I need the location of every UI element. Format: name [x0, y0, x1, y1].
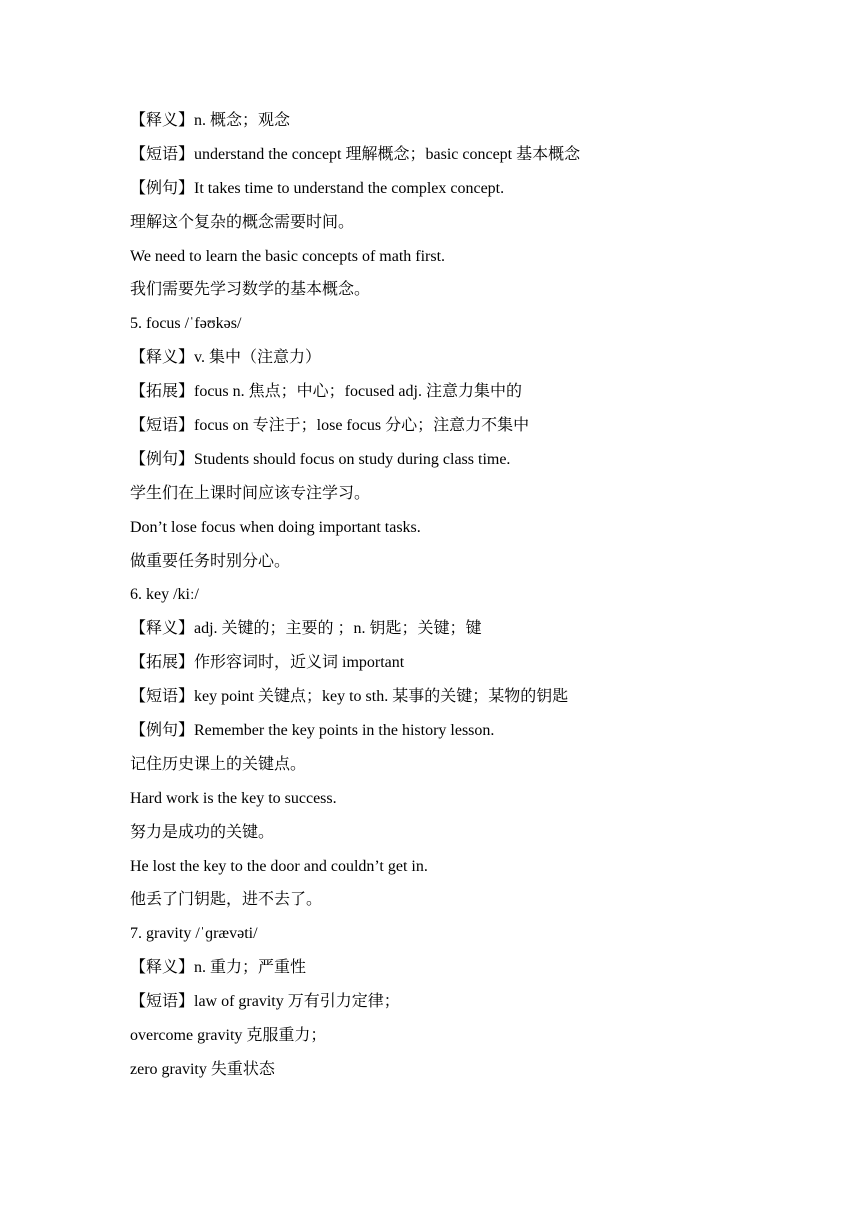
text-line-example: Hard work is the key to success. [130, 789, 337, 807]
word-heading-gravity: 7. gravity /ˈɡrævəti/ [130, 925, 258, 943]
text-line-example: 【例句】It takes time to understand the complex concept. [130, 179, 505, 197]
text-line-phrases: 【短语】understand the concept 理解概念；basic concept 基本概念 [130, 145, 581, 163]
text-line-extension: 【拓展】作形容词时，近义词 important [130, 654, 405, 672]
text-line-phrase: zero gravity 失重状态 [130, 1060, 275, 1078]
document-page [130, 108, 820, 1091]
text-line-definition: 【释义】adj. 关键的；主要的 ；n. 钥匙；关键；键 [130, 620, 482, 638]
text-line-translation: 我们需要先学习数学的基本概念。 [130, 281, 371, 299]
text-line-example: We need to learn the basic concepts of math first. [130, 247, 446, 265]
text-line-extension: 【拓展】focus n. 焦点；中心；focused adj. 注意力集中的 [130, 383, 522, 401]
text-line-translation: 做重要任务时别分心。 [130, 552, 291, 570]
text-line-example: 【例句】Remember the key points in the history lesson. [130, 722, 495, 740]
text-line-translation: 学生们在上课时间应该专注学习。 [130, 484, 371, 502]
word-heading-focus: 5. focus /ˈfəʊkəs/ [130, 315, 242, 333]
text-line-example: 【例句】Students should focus on study during class time. [130, 450, 511, 468]
text-line-phrases: 【短语】key point 关键点；key to sth. 某事的关键；某物的钥匙 [130, 688, 569, 706]
text-line-definition: 【释义】n. 概念；观念 [130, 112, 291, 129]
text-line-phrase: overcome gravity 克服重力； [130, 1027, 327, 1045]
text-line-phrases: 【短语】law of gravity 万有引力定律； [130, 993, 400, 1011]
text-line-translation: 记住历史课上的关键点。 [130, 755, 307, 773]
text-line-translation: 理解这个复杂的概念需要时间。 [130, 213, 355, 231]
text-line-definition: 【释义】n. 重力；严重性 [130, 959, 307, 977]
word-heading-key: 6. key /kiː/ [130, 586, 199, 604]
text-line-example: Don’t lose focus when doing important tasks. [130, 518, 421, 536]
text-line-example: He lost the key to the door and couldn’t get in. [130, 857, 428, 875]
text-line-translation: 他丢了门钥匙，进不去了。 [130, 891, 323, 909]
text-line-phrases: 【短语】focus on 专注于；lose focus 分心；注意力不集中 [130, 417, 530, 435]
text-line-translation: 努力是成功的关键。 [130, 823, 275, 841]
text-line-definition: 【释义】v. 集中（注意力） [130, 349, 321, 367]
